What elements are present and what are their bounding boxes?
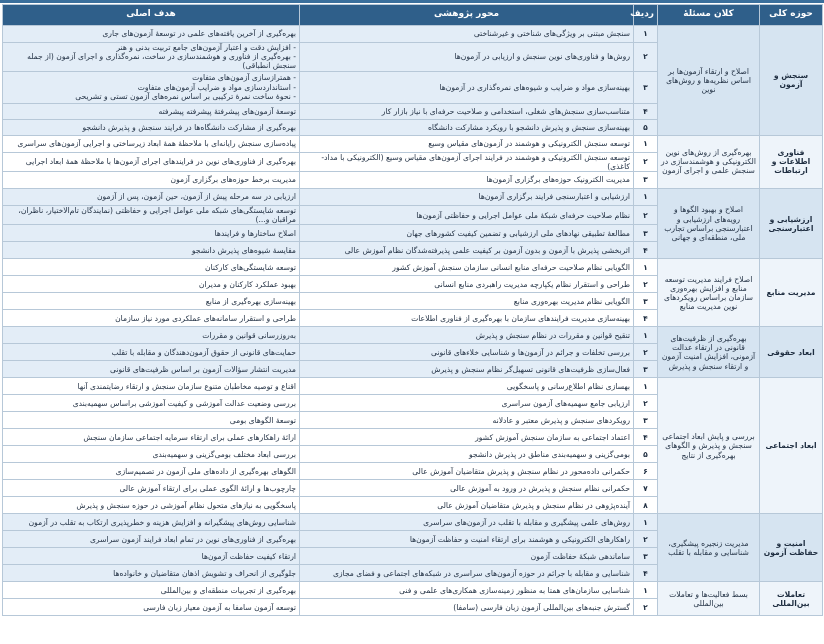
section-problem: اصلاح و بهبود الگوها و رویه‌های ارزشیابی و اعتبارسنجی براساس تجارب ملی، منطقه‌ای و جهانی — [658, 189, 760, 259]
research-axis: حکمرانی نظام سنجش و پذیرش در ورود به آموزش عالی — [300, 480, 634, 497]
section-area: ابعاد اجتماعی — [760, 378, 823, 514]
row-number: ۳ — [634, 412, 658, 429]
table-row — [3, 514, 823, 531]
research-axis: آینده‌پژوهی در نظام سنجش و پذیرش متقاضیان آموزش عالی — [300, 497, 634, 514]
row-number: ۲ — [634, 531, 658, 548]
section-area: فناوری اطلاعات و ارتباطات — [760, 135, 823, 188]
main-goal: بهره‌گیری از آخرین یافته‌های علمی در توسعهٔ آزمون‌های جاری — [3, 26, 300, 43]
table-row — [3, 189, 823, 206]
row-number: ۲ — [634, 395, 658, 412]
top-accent-bar — [0, 0, 824, 3]
research-axis: روش‌ها و فناوری‌های نوین سنجش و ارزیابی در آزمون‌ها — [300, 43, 634, 72]
research-axis: مدیریت الکترونیک حوزه‌های برگزاری آزمون‌ها — [300, 172, 634, 189]
section-problem: اصلاح و ارتقاء آزمون‌ها بر اساس نظریه‌ها و روش‌های نوین — [658, 26, 760, 136]
main-goal: بهینه‌سازی بهره‌گیری از منابع — [3, 293, 300, 310]
header-area: حوزه کلی — [760, 5, 823, 26]
research-axis: اثربخشی پذیرش با آزمون و بدون آزمون بر کیفیت علمی پذیرفته‌شدگان نظام آموزش عالی — [300, 242, 634, 259]
main-goal: توسعه آزمون سامفا به آزمون معیار زبان فارسی — [3, 599, 300, 616]
main-goal: الگوهای بهره‌گیری از داده‌های ملی آزمون در تصمیم‌سازی — [3, 463, 300, 480]
research-axis: بهسازی نظام اطلاع‌رسانی و پاسخگویی — [300, 378, 634, 395]
table-header-row — [3, 5, 823, 26]
main-goal: اقناع و توصیه مخاطبان متنوع سازمان سنجش و ارتقاء رضایتمندی آنها — [3, 378, 300, 395]
research-axis: ارزیابی جامع سهمیه‌های آزمون سراسری — [300, 395, 634, 412]
table-row — [3, 327, 823, 344]
row-number: ۶ — [634, 463, 658, 480]
row-number: ۸ — [634, 497, 658, 514]
research-axis: شناسایی و مقابله با جرائم در حوزه آزمون‌های سراسری در شبکه‌های اجتماعی و فضای مجازی — [300, 565, 634, 582]
main-goal: شناسایی روش‌های پیشگیرانه و افزایش هزینه و خطرپذیری ارتکاب به تقلب در آزمون — [3, 514, 300, 531]
section-area: مدیریت منابع — [760, 259, 823, 327]
row-number: ۱ — [634, 135, 658, 152]
row-number: ۱ — [634, 582, 658, 599]
research-axis: متناسب‌سازی سنجش‌های شغلی، استخدامی و صلاحیت حرفه‌ای با نیاز بازار کار — [300, 103, 634, 119]
row-number: ۴ — [634, 565, 658, 582]
row-number: ۱ — [634, 259, 658, 276]
section-problem: بهره‌گیری از ظرفیت‌های قانونی در ارتقاء عدالت آزمونی، افزایش امنیت آزمون و ارتقاء سنجش و پذیرش — [658, 327, 760, 378]
section-problem: بررسی و پایش ابعاد اجتماعی سنجش و پذیرش و الگوهای بهره‌گیری از نتایج — [658, 378, 760, 514]
header-main-goal: هدف اصلی — [3, 5, 300, 26]
research-axis: توسعه سنجش الکترونیکی و هوشمند در آزمون‌های مقیاس وسیع — [300, 135, 634, 152]
row-number: ۲ — [634, 206, 658, 225]
research-axis: سنجش مبتنی بر ویژگی‌های شناختی و غیرشناختی — [300, 26, 634, 43]
research-axis: رویکردهای سنجش و پذیرش معتبر و عادلانه — [300, 412, 634, 429]
research-axis: اعتماد اجتماعی به سازمان سنجش آموزش کشور — [300, 429, 634, 446]
research-axis: توسعه سنجش الکترونیکی و هوشمند در فرایند اجرای آزمون‌های مقیاس وسیع (الکترونیکی با مداد-کاغذی) — [300, 152, 634, 171]
row-number: ۵ — [634, 446, 658, 463]
research-axis: طراحی و استقرار نظام یکپارچه مدیریت راهبردی منابع انسانی — [300, 276, 634, 293]
section-area: تعاملات بین‌المللی — [760, 582, 823, 616]
main-goal: به‌روزرسانی قوانین و مقررات — [3, 327, 300, 344]
row-number: ۳ — [634, 172, 658, 189]
main-goal: مقایسهٔ شیوه‌های پذیرش دانشجو — [3, 242, 300, 259]
row-number: ۳ — [634, 71, 658, 103]
section-problem: اصلاح فرایند مدیریت توسعه منابع و افزایش بهره‌وری سازمان براساس رویکردهای نوین مدیریت منابع — [658, 259, 760, 327]
row-number: ۳ — [634, 293, 658, 310]
research-axis: بهینه‌سازی سنجش و پذیرش دانشجو با رویکرد مشارکت دانشگاه — [300, 119, 634, 135]
main-goal: مدیریت برخط حوزه‌های برگزاری آزمون — [3, 172, 300, 189]
section-area: ارزشیابی و اعتبارسنجی — [760, 189, 823, 259]
research-axis: روش‌های علمی پیشگیری و مقابله با تقلب در آزمون‌های سراسری — [300, 514, 634, 531]
main-goal: ارتقاء کیفیت حفاظت آزمون‌ها — [3, 548, 300, 565]
research-axis: بومی‌گزینی و سهمیه‌بندی مناطق در پذیرش دانشجو — [300, 446, 634, 463]
main-goal: توسعهٔ الگوهای بومی — [3, 412, 300, 429]
header-problem: کلان مسئلهٔ — [658, 5, 760, 26]
main-goal: بهبود عملکرد کارکنان و مدیران — [3, 276, 300, 293]
research-axis: الگویابی نظام صلاحیت حرفه‌ای منابع انسانی سازمان سنجش آموزش کشور — [300, 259, 634, 276]
main-goal: توسعه شایستگی‌های شبکه ملی عوامل اجرایی و حفاظتی (نمایندگان تام‌الاختیار، ناظران، مراقبان و...) — [3, 206, 300, 225]
table-row — [3, 26, 823, 43]
research-axis: فعال‌سازی ظرفیت‌های قانونی تسهیل‌گر نظام سنجش و پذیرش — [300, 361, 634, 378]
research-axis: تنقیح قوانین و مقررات در نظام سنجش و پذیرش — [300, 327, 634, 344]
research-axis: راهکارهای الکترونیکی و هوشمند برای ارتقاء امنیت و حفاظت آزمون‌ها — [300, 531, 634, 548]
section-problem: بسط فعالیت‌ها و تعاملات بین‌المللی — [658, 582, 760, 616]
row-number: ۲ — [634, 43, 658, 72]
research-axes-table — [2, 4, 823, 616]
main-goal: توسعه شایستگی‌های کارکنان — [3, 259, 300, 276]
section-area: سنجش و آزمون — [760, 26, 823, 136]
main-goal: بهره‌گیری از مشارکت دانشگاه‌ها در فرایند سنجش و پذیرش دانشجو — [3, 119, 300, 135]
row-number: ۷ — [634, 480, 658, 497]
section-problem: مدیریت زنجیره پیشگیری، شناسایی و مقابله با تقلب — [658, 514, 760, 582]
row-number: ۴ — [634, 310, 658, 327]
row-number: ۱ — [634, 26, 658, 43]
header-row-number: ردیف — [634, 5, 658, 26]
main-goal: توسعهٔ آزمون‌های پیشرفتهٔ پیشرفته پیشرفته — [3, 103, 300, 119]
main-goal: پیاده‌سازی سنجش رایانه‌ای با ملاحظهٔ همهٔ ابعاد زیرساختی و اجرایی آزمون‌های سراسری — [3, 135, 300, 152]
row-number: ۳ — [634, 361, 658, 378]
row-number: ۳ — [634, 225, 658, 242]
research-axis: ارزشیابی و اعتبارسنجی فرایند برگزاری آزمون‌ها — [300, 189, 634, 206]
row-number: ۲ — [634, 344, 658, 361]
row-number: ۴ — [634, 429, 658, 446]
section-problem: بهره‌گیری از روش‌های نوین الکترونیکی و هوشمندسازی در سنجش علمی و اجرای آزمون — [658, 135, 760, 188]
main-goal: ارزیابی در سه مرحله پیش از آزمون، حین آزمون، پس از آزمون — [3, 189, 300, 206]
table-row — [3, 135, 823, 152]
row-number: ۱ — [634, 189, 658, 206]
section-area: امنیت و حفاظت آزمون — [760, 514, 823, 582]
table-row — [3, 259, 823, 276]
main-goal: پاسخگویی به نیازهای متحول نظام آموزشی در حوزه سنجش و پذیرش — [3, 497, 300, 514]
main-goal: بهره‌گیری از تجربیات منطقه‌ای و بین‌المللی — [3, 582, 300, 599]
research-axis: بهینه‌سازی مدیریت فرایندهای سازمان با بهره‌گیری از فناوری اطلاعات — [300, 310, 634, 327]
row-number: ۲ — [634, 276, 658, 293]
main-goal: - افزایش دقت و اعتبار آزمون‌های جامع تربیت بدنی و هنر - بهره‌گیری از فناوری و هوشمندسازی در ساخت، نمره‌گذاری و اجرای آزمون (از جمله سنجش انطباقی) — [3, 43, 300, 72]
table-body — [3, 26, 823, 616]
row-number: ۳ — [634, 548, 658, 565]
research-axis: حکمرانی داده‌محور در نظام سنجش و پذیرش متقاضیان آموزش عالی — [300, 463, 634, 480]
research-axis: مطالعهٔ تطبیقی نهادهای ملی ارزشیابی و تضمین کیفیت کشورهای جهان — [300, 225, 634, 242]
section-area: ابعاد حقوقی — [760, 327, 823, 378]
main-goal: - همترازسازی آزمون‌های متفاوت - استانداردسازی مواد و ضرایب آزمون‌های متفاوت - نحوهٔ ساخت نمرهٔ ترکیبی بر اساس نمره‌های آزمون تستی و تشریحی — [3, 71, 300, 103]
research-axis: الگویابی نظام مدیریت بهره‌وری منابع — [300, 293, 634, 310]
row-number: ۲ — [634, 599, 658, 616]
table-row — [3, 582, 823, 599]
research-axis: ساماندهی شبکهٔ حفاظت آزمون — [300, 548, 634, 565]
research-axis: بهینه‌سازی مواد و ضرایب و شیوه‌های نمره‌گذاری در آزمون‌ها — [300, 71, 634, 103]
row-number: ۵ — [634, 119, 658, 135]
row-number: ۴ — [634, 103, 658, 119]
row-number: ۴ — [634, 242, 658, 259]
main-goal: جلوگیری از انحراف و تشویش اذهان متقاضیان و خانواده‌ها — [3, 565, 300, 582]
main-goal: بهره‌گیری از فناوری‌های نوین در فرایندهای اجرای آزمون‌ها با ملاحظهٔ همهٔ ابعاد اجرایی — [3, 152, 300, 171]
header-research-axis: محور پژوهشی — [300, 5, 634, 26]
row-number: ۱ — [634, 378, 658, 395]
main-goal: بررسی ابعاد مختلف بومی‌گزینی و سهمیه‌بندی — [3, 446, 300, 463]
row-number: ۲ — [634, 152, 658, 171]
main-goal: چارچوب‌ها و ارائهٔ الگوی عملی برای ارتقاء آموزش عالی — [3, 480, 300, 497]
main-goal: طراحی و استقرار سامانه‌های عملکردی مورد نیاز سازمان — [3, 310, 300, 327]
research-axis: نظام صلاحیت حرفه‌ای شبکهٔ ملی عوامل اجرایی و حفاظتی آزمون‌ها — [300, 206, 634, 225]
main-goal: حمایت‌های قانونی از حقوق آزمون‌دهندگان و مقابله با تقلب — [3, 344, 300, 361]
row-number: ۱ — [634, 514, 658, 531]
main-goal: اصلاح ساختارها و فرایندها — [3, 225, 300, 242]
main-goal: بهره‌گیری از فناوری‌های نوین در تمام ابعاد فرایند آزمون سراسری — [3, 531, 300, 548]
research-axis: گسترش جنبه‌های بین‌المللی آزمون زبان فارسی (سامفا) — [300, 599, 634, 616]
main-goal: مدیریت انتشار سؤالات آزمون بر اساس ظرفیت‌های قانونی — [3, 361, 300, 378]
table-row — [3, 378, 823, 395]
main-goal: ارائهٔ راهکارهای عملی برای ارتقاء سرمایه اجتماعی سازمان سنجش — [3, 429, 300, 446]
research-axis: شناسایی سازمان‌های همتا به منظور زمینه‌سازی همکاری‌های علمی و فنی — [300, 582, 634, 599]
main-goal: بررسی وضعیت عدالت آموزشی و کیفیت آموزشی براساس سهمیه‌بندی — [3, 395, 300, 412]
research-axis: بررسی تخلفات و جرائم در آزمون‌ها و شناسایی خلاءهای قانونی — [300, 344, 634, 361]
row-number: ۱ — [634, 327, 658, 344]
